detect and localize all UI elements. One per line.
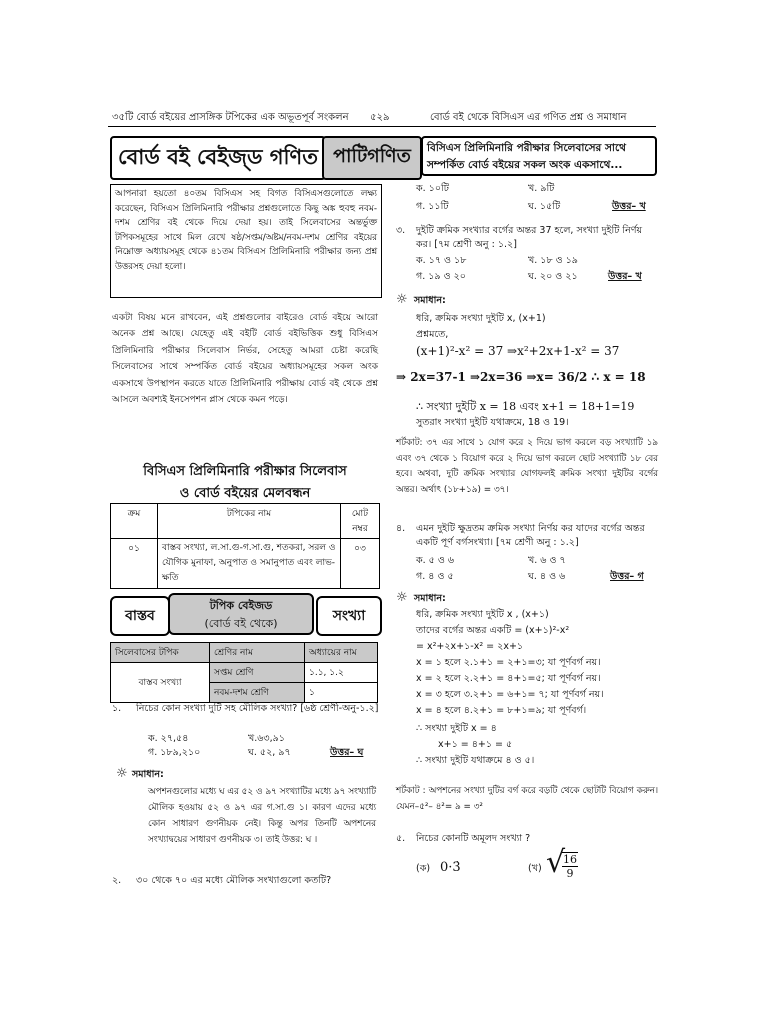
q5-opt-b-den: 9 [566, 867, 574, 880]
q3-solution-label: সমাধান: [414, 295, 446, 306]
topic-banner-center-1: টপিক বেইজড [209, 599, 273, 612]
topic-banner-center-2: (বোর্ড বই থেকে) [204, 617, 278, 630]
title-sub: পাটিগণিত [322, 136, 422, 180]
title-desc-line1: বিসিএস প্রিলিমিনারি পরীক্ষার সিলেবাসের সাথে [427, 142, 626, 154]
q2-opt-c: গ. ১১টি [416, 201, 449, 212]
q5-number: ৫. [396, 833, 406, 844]
q3-answer: উত্তর– খ [608, 271, 642, 282]
intro-box: আপনারা হয়তো ৪০তম বিসিএস সহ বিগত বিসিএসগুলোতে লক্ষ্য করেছেন, বিসিএস প্রিলিমিনারি পরীক্ষার প্রশ্নগুলোতে কিছু অঙ্ক হুবহু নবম-দশম শ্রেণির বই থেকে দিয়ে দেয়া হয়। তাই সিলেবাসের অন্তর্ভুক্ত টপিকসমূহের সাথে মিল রেখে ষষ্ঠ/সপ্তম/অষ্টম/নবম-দশম শ্রেণির বইয়ের নিম্নোক্ত অধ্যায়সমূহ থেকে ৪১তম বিসিএস প্রিলিমিনারি পরীক্ষার জন্য প্রশ্ন উত্তরসহ দেয়া হলো। [110, 184, 382, 298]
row-serial: ০১ [111, 539, 158, 589]
header-rule [108, 126, 656, 127]
q1-answer: উত্তর– ঘ [330, 747, 364, 758]
q3-step-3: (x+1)²-x² = 37 ⇒x²+2x+1-x² = 37 [416, 344, 620, 358]
row-topic: বাস্তব সংখ্যা, ল.সা.গু-গ.সা.গু, শতকরা, সরল ও যৌগিক মুনাফা, অনুপাত ও সমানুপাত এবং লাভ-ক্ষতি [158, 539, 341, 589]
q2-opt-b: খ. ৯টি [528, 183, 555, 194]
q5-text: নিচের কোনটি অমূলদ সংখ্যা ? [416, 833, 531, 844]
q3-opt-b: খ. ১৮ ও ১৯ [528, 255, 578, 266]
syllabus-heading-2: ও বোর্ড বইয়ের মেলবন্ধন [179, 486, 311, 501]
q5-fraction [562, 852, 578, 880]
q3-opt-d: ঘ. ২০ ও ২১ [528, 271, 578, 282]
topic-banner-right: সংখ্যা [316, 596, 382, 636]
q4-step-9: x+১ = ৪+১ = ৫ [438, 739, 513, 750]
sun-icon: ☼ [396, 590, 408, 605]
q1-solution-label: সমাধান: [132, 769, 164, 780]
chapter-class-1: সপ্তম শ্রেণি [210, 663, 305, 683]
q3-step-2: প্রশ্নমতে, [416, 329, 449, 340]
q2-text: ৩০ থেকে ৭০ এর মধ্যে মৌলিক সংখ্যাগুলো কতটি? [136, 875, 332, 886]
q1-opt-b: খ.৬৩,৯১ [248, 733, 285, 744]
page-number: ৫২৯ [370, 112, 390, 123]
q3-step-6: সুতরাং সংখ্যা দুইটি যথাক্রমে, 18 ও 19। [416, 417, 569, 428]
topic-banner-left: বাস্তব [110, 596, 170, 636]
q1-opt-d: ঘ. ৫২, ৯৭ [248, 747, 291, 758]
q4-number: ৪. [396, 523, 406, 534]
q3-step-5: ∴ সংখ্যা দুইটি x = 18 এবং x+1 = 18+1=19 [416, 400, 635, 413]
q4-step-8: ∴ সংখ্যা দুইটি x = ৪ [416, 723, 497, 734]
q3-shortcut: শর্টকাট: ৩৭ এর সাথে ১ যোগ করে ২ দিয়ে ভাগ করলে বড় সংখ্যাটি ১৯ এবং ৩৭ থেকে ১ বিয়োগ করে ২ দিয়ে ভাগ করলে ছোট সংখ্যাটি ১৮ বের হবে। অথবা, দুটি ক্রমিক সংখ্যার যোগফলই ক্রমিক সংখ্যা দুইটির বর্গের অন্তর। অর্থাৎ (১৮+১৯) = ৩৭। [396, 438, 658, 495]
title-main: বোর্ড বই বেইজ্ড গণিত [110, 136, 326, 180]
q1-number: ১. [112, 703, 122, 714]
header-right: বোর্ড বই থেকে বিসিএস এর গণিত প্রশ্ন ও সমাধান [430, 112, 627, 123]
q3-step-4: ⇒ 2x=37-1 ⇒2x=36 ⇒x= 36/2 ∴ x = 18 [396, 370, 646, 384]
q4-solution-label: সমাধান: [414, 593, 446, 604]
chapter-h3: অধ্যায়ের নাম [305, 643, 378, 663]
chapter-topic: বাস্তব সংখ্যা [111, 663, 210, 703]
q5-opt-a-value: 0·3̇ [440, 860, 461, 875]
col-topic: টপিকের নাম [158, 504, 341, 539]
sun-icon: ☼ [116, 766, 128, 781]
q5-opt-b-num: 16 [563, 853, 577, 866]
q3-opt-a: ক. ১৭ ও ১৮ [416, 255, 467, 266]
col-total: মোট নম্বর [341, 504, 380, 539]
chapter-table [110, 642, 378, 703]
q4-text: এমন দুইটি ক্ষুদ্রতম ক্রমিক সংখ্যা নির্ণয় কর যাদের বর্গের অন্তর একটি পূর্ণ বর্গসংখ্যা। [৭ম শ্রেণী অনু : ১.২] [416, 523, 645, 548]
q2-opt-d: ঘ. ১৫টি [528, 201, 561, 212]
q1-opt-a: ক. ২৭,৫৪ [148, 733, 189, 744]
header-left: ৩৫টি বোর্ড বইয়ের প্রাসঙ্গিক টপিকের এক অভূতপূর্ব সংকলন [112, 112, 349, 123]
q1-solution: অপশনগুলোর মধ্যে ঘ এর ৫২ ও ৯৭ সংখ্যাটির মধ্যে ৯৭ সংখ্যাটি মৌলিক হওয়ায় ৫২ ও ৯৭ এর গ.সা.গু ১। কারণ এদের মধ্যে কোন সাধারণ গুণনীয়ক নেই। কিন্তু অপর তিনটি অপশনের সংখ্যাদ্বয়ের সাধারণ গুণনীয়ক ৩। তাই উত্তর: ঘ । [148, 787, 376, 845]
chapter-ch-2: ১ [305, 683, 378, 703]
q2-answer: উত্তর– খ [612, 201, 646, 212]
q4-opt-c: গ. ৪ ও ৫ [416, 571, 454, 582]
syllabus-table [110, 503, 380, 589]
chapter-class-2: নবম-দশম শ্রেণি [210, 683, 305, 703]
q2-opt-a: ক. ১০টি [416, 183, 449, 194]
q4-step-1: ধরি, ক্রমিক সংখ্যা দুইটি x , (x+১) [416, 609, 549, 620]
q4-step-4: x = ১ হলে ২.১+১ = ২+১=৩; যা পূর্ণবর্গ নয়। [416, 657, 601, 668]
topic-banner-center [168, 593, 314, 635]
chapter-ch-1: ১.১, ১.২ [305, 663, 378, 683]
q4-shortcut: শর্টকাট : অপশনের সংখ্যা দুটির বর্গ করে বড়টি থেকে ছোটটি বিয়োগ করুন। যেমন–৫²– ৪²= ৯ = ৩² [396, 786, 658, 812]
col-serial: ক্রম [111, 504, 158, 539]
q4-step-3: = x²+২x+১-x² = ২x+১ [416, 641, 524, 652]
q4-opt-a: ক. ৫ ও ৬ [416, 555, 455, 566]
q1-text: নিচের কোন সংখ্যা দুটি সহ মৌলিক সংখ্যা? [৬ষ্ঠ শ্রেণী-অনু-১.২] [136, 703, 379, 714]
q3-number: ৩. [396, 225, 406, 236]
q4-opt-d: ঘ. ৪ ও ৬ [528, 571, 566, 582]
chapter-h1: সিলেবাসের টপিক [111, 643, 210, 663]
q4-step-5: x = ২ হলে ২.২+১ = ৪+১=৫; যা পূর্ণবর্গ নয়। [416, 673, 601, 684]
sqrt-symbol: √ [546, 845, 566, 880]
q5-opt-b-label: (খ) [528, 863, 542, 874]
q3-text: দুইটি ক্রমিক সংখ্যার বর্গের অন্তর 37 হলে, সংখ্যা দুইটি নির্ণয় কর। [৭ম শ্রেণী অনু : ১.২] [416, 225, 643, 250]
syllabus-heading-1: বিসিএস প্রিলিমিনারি পরীক্ষার সিলেবাস [143, 464, 347, 479]
q2-number: ২. [112, 875, 122, 886]
title-desc [421, 136, 657, 176]
q4-opt-b: খ. ৬ ও ৭ [528, 555, 566, 566]
q4-step-6: x = ৩ হলে ৩.২+১ = ৬+১= ৭; যা পূর্ণবর্গ নয়। [416, 689, 604, 700]
sun-icon: ☼ [396, 292, 408, 307]
q3-opt-c: গ. ১৯ ও ২০ [416, 271, 466, 282]
row-total: ০৩ [341, 539, 380, 589]
q4-step-10: ∴ সংখ্যা দুইটি যথাক্রমে ৪ ও ৫। [416, 755, 535, 766]
chapter-h2: শ্রেণির নাম [210, 643, 305, 663]
intro-paragraph: একটা বিষয় মনে রাখবেন, এই প্রশ্নগুলোর বাইরেও বোর্ড বইয়ে আরো অনেক প্রশ্ন আছে। যেহেতু এই বইটি বোর্ড বইভিত্তিক শুধু বিসিএস প্রিলিমিনারি পরীক্ষার সিলেবাস নির্ভর, সেহেতু আমরা চেষ্টা করেছি সিলেবাসের সাথে সম্পর্কিত বোর্ড বইয়ের অধ্যায়সমূহের সকল অংক একসাথে উপস্থাপন করতে যাতে প্রিলিমিনারি পরীক্ষায় বোর্ড বই থেকে প্রশ্ন আসলে অবশ্যই ইনসেপশন প্লাস থেকে কমন পড়ে। [112, 313, 378, 406]
q4-answer: উত্তর– গ [610, 571, 644, 582]
q1-opt-c: গ. ১৮৯,২১০ [148, 747, 201, 758]
q5-opt-a-label: (ক) [416, 863, 431, 874]
q4-step-7: x = ৪ হলে ৪.২+১ = ৮+১=৯; যা পূর্ণবর্গ। [416, 705, 587, 716]
q4-step-2: তাদের বর্গের অন্তর একটি = (x+১)²-x² [416, 625, 570, 636]
title-desc-line2: সম্পর্কিত বোর্ড বইয়ের সকল অংক একসাথে... [427, 159, 623, 171]
q3-step-1: ধরি, ক্রমিক সংখ্যা দুইটি x, (x+1) [416, 313, 546, 324]
